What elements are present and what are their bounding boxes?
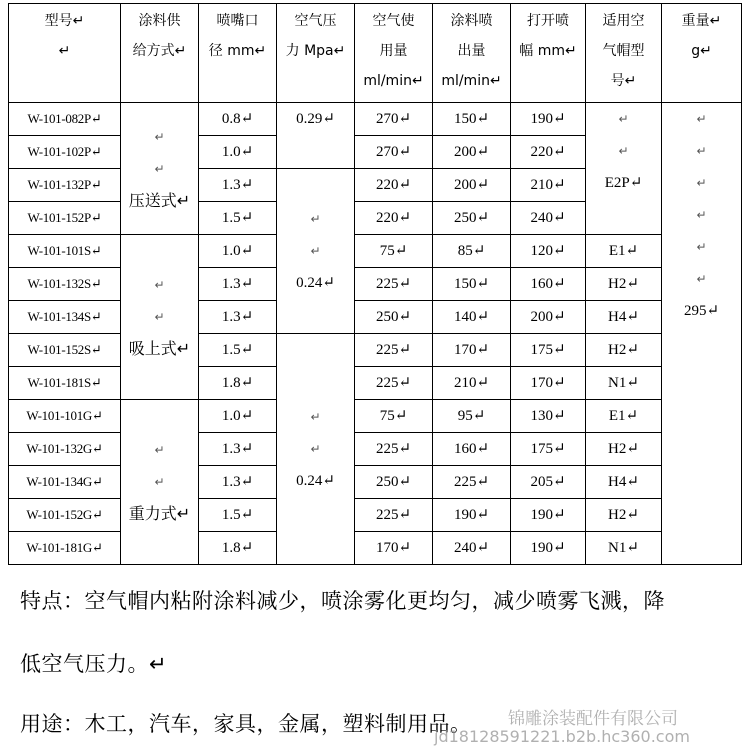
spray-width-cell: 205↵: [511, 466, 586, 499]
table-row: [9, 334, 742, 367]
model-cell: W-101-152S↵: [9, 334, 121, 367]
model-cell: W-101-152P↵: [9, 202, 121, 235]
column-header-line: 打开喷: [527, 13, 569, 29]
nozzle-cell: 1.0↵: [199, 136, 277, 169]
air-usage-cell: 170↵: [355, 532, 433, 565]
paint-output-cell: 150↵: [433, 268, 511, 301]
air-cap-cell: H4↵: [586, 466, 662, 499]
nozzle-cell: 1.5↵: [199, 499, 277, 532]
column-header: [277, 4, 355, 103]
air-cap-mark: ↵: [618, 112, 629, 126]
column-header-line: g↵: [691, 43, 712, 59]
nozzle-cell: 1.3↵: [199, 268, 277, 301]
column-header-line: 涂料喷: [450, 13, 493, 29]
nozzle-cell: 1.3↵: [199, 169, 277, 202]
air-usage-cell: 220↵: [355, 169, 433, 202]
paint-output-cell: 190↵: [433, 499, 511, 532]
column-header-line: 气帽型: [602, 43, 645, 59]
features-text-line2: 低空气压力。↵: [20, 652, 168, 676]
air-usage-cell: 270↵: [355, 136, 433, 169]
air-usage-cell: 225↵: [355, 268, 433, 301]
column-header-line: 力 Mpa↵: [285, 43, 346, 59]
paint-output-cell: 85↵: [433, 235, 511, 268]
air-cap-value: E2P↵: [604, 175, 643, 191]
nozzle-cell: 1.5↵: [199, 334, 277, 367]
spray-width-cell: 190↵: [511, 532, 586, 565]
air-cap-cell: [586, 103, 662, 235]
spray-width-cell: 170↵: [511, 367, 586, 400]
spray-width-cell: 190↵: [511, 103, 586, 136]
table-row: [9, 400, 742, 433]
air-cap-cell: H2↵: [586, 334, 662, 367]
weight-mark: ↵: [696, 144, 707, 158]
supply-mark: ↵: [154, 475, 165, 489]
air-cap-cell: H2↵: [586, 433, 662, 466]
air-cap-cell: H4↵: [586, 301, 662, 334]
model-cell: W-101-134S↵: [9, 301, 121, 334]
spray-width-cell: 130↵: [511, 400, 586, 433]
column-header-line: 喷嘴口: [216, 13, 259, 29]
column-header-line: 空气使: [372, 13, 415, 29]
column-header-line: ml/min↵: [441, 73, 502, 89]
paint-output-cell: 150↵: [433, 103, 511, 136]
air-pressure-value: 0.24↵: [296, 275, 335, 291]
column-header: [9, 4, 121, 103]
paint-output-cell: 240↵: [433, 532, 511, 565]
paint-output-cell: 170↵: [433, 334, 511, 367]
paint-output-cell: 200↵: [433, 169, 511, 202]
column-header-line: 给方式↵: [132, 43, 187, 59]
air-usage-cell: 225↵: [355, 334, 433, 367]
pressure-mark: ↵: [310, 212, 321, 226]
air-pressure-cell: [277, 103, 355, 169]
weight-mark: ↵: [696, 272, 707, 286]
air-cap-cell: N1↵: [586, 367, 662, 400]
air-cap-cell: N1↵: [586, 532, 662, 565]
pressure-mark: ↵: [310, 442, 321, 456]
supply-mark: ↵: [154, 161, 165, 176]
spray-width-cell: 190↵: [511, 499, 586, 532]
air-usage-cell: 75↵: [355, 235, 433, 268]
table-row: [9, 499, 742, 532]
column-header-line: 适用空: [602, 13, 645, 29]
table-row: [9, 235, 742, 268]
weight-cell: [662, 103, 742, 565]
column-header-line: 出量: [457, 43, 486, 59]
nozzle-cell: 1.0↵: [199, 235, 277, 268]
weight-mark: ↵: [696, 208, 707, 222]
column-header: [355, 4, 433, 103]
paint-output-cell: 95↵: [433, 400, 511, 433]
paint-output-cell: 225↵: [433, 466, 511, 499]
supply-mark: ↵: [154, 310, 165, 324]
air-pressure-cell: [277, 169, 355, 334]
model-cell: W-101-181G↵: [9, 532, 121, 565]
features-text-line1: 特点：空气帽内粘附涂料减少，喷涂雾化更均匀，减少喷雾飞溅，降: [20, 589, 665, 613]
header-row: [9, 4, 742, 103]
column-header: [586, 4, 662, 103]
spray-width-cell: 220↵: [511, 136, 586, 169]
column-header: [662, 4, 742, 103]
column-header-line: 幅 mm↵: [519, 43, 577, 59]
air-cap-cell: H2↵: [586, 499, 662, 532]
pressure-mark: ↵: [310, 244, 321, 258]
supply-mark: ↵: [154, 129, 165, 144]
model-cell: W-101-152G↵: [9, 499, 121, 532]
air-pressure-value: 0.29↵: [296, 111, 335, 127]
air-cap-mark: ↵: [618, 144, 629, 158]
model-cell: W-101-102P↵: [9, 136, 121, 169]
paint-output-cell: 250↵: [433, 202, 511, 235]
nozzle-cell: 1.3↵: [199, 466, 277, 499]
column-header-line: 重量↵: [681, 13, 722, 29]
supply-method-label: 压送式↵: [128, 190, 191, 210]
model-cell: W-101-082P↵: [9, 103, 121, 136]
spray-width-cell: 175↵: [511, 334, 586, 367]
column-header-line: ml/min↵: [363, 73, 424, 89]
model-cell: W-101-132G↵: [9, 433, 121, 466]
spray-width-cell: 240↵: [511, 202, 586, 235]
column-header-line: 径 mm↵: [208, 43, 267, 59]
air-cap-cell: H2↵: [586, 268, 662, 301]
column-header-line: 型号↵: [44, 13, 85, 29]
air-usage-cell: 225↵: [355, 433, 433, 466]
column-header-line: ↵: [58, 43, 71, 59]
air-usage-cell: 225↵: [355, 499, 433, 532]
nozzle-cell: 1.3↵: [199, 301, 277, 334]
column-header: [433, 4, 511, 103]
spec-table: [8, 3, 742, 565]
air-usage-cell: 220↵: [355, 202, 433, 235]
spray-width-cell: 175↵: [511, 433, 586, 466]
usage-text: 用途：木工，汽车，家具，金属，塑料制用品。: [20, 712, 472, 736]
air-usage-cell: 75↵: [355, 400, 433, 433]
nozzle-cell: 0.8↵: [199, 103, 277, 136]
column-header-line: 涂料供: [138, 13, 181, 29]
nozzle-cell: 1.0↵: [199, 400, 277, 433]
spray-width-cell: 160↵: [511, 268, 586, 301]
nozzle-cell: 1.5↵: [199, 202, 277, 235]
weight-value: 295↵: [683, 303, 720, 319]
spray-width-cell: 200↵: [511, 301, 586, 334]
table-row: [9, 367, 742, 400]
column-header: [199, 4, 277, 103]
air-pressure-cell: [277, 334, 355, 565]
paint-output-cell: 160↵: [433, 433, 511, 466]
model-cell: W-101-101G↵: [9, 400, 121, 433]
column-header-line: 号↵: [610, 73, 637, 89]
table-row: [9, 301, 742, 334]
table-row: [9, 433, 742, 466]
supply-method-label: 吸上式↵: [128, 339, 191, 358]
air-cap-cell: E1↵: [586, 235, 662, 268]
model-cell: W-101-181S↵: [9, 367, 121, 400]
table-row: [9, 268, 742, 301]
supply-method-cell: [121, 235, 199, 400]
pressure-mark: ↵: [310, 410, 321, 424]
column-header-line: 用量: [379, 43, 408, 59]
paint-output-cell: 210↵: [433, 367, 511, 400]
spray-width-cell: 210↵: [511, 169, 586, 202]
air-cap-cell: E1↵: [586, 400, 662, 433]
air-usage-cell: 250↵: [355, 466, 433, 499]
table-body: [9, 103, 742, 565]
column-header: [511, 4, 586, 103]
table-row: [9, 466, 742, 499]
column-header: [121, 4, 199, 103]
air-pressure-value: 0.24↵: [296, 473, 335, 489]
supply-method-cell: [121, 103, 199, 235]
paint-output-cell: 140↵: [433, 301, 511, 334]
paint-output-cell: 200↵: [433, 136, 511, 169]
air-usage-cell: 250↵: [355, 301, 433, 334]
model-cell: W-101-132P↵: [9, 169, 121, 202]
spray-width-cell: 120↵: [511, 235, 586, 268]
table-row: [9, 532, 742, 565]
supply-mark: ↵: [154, 443, 165, 457]
supply-mark: ↵: [154, 278, 165, 292]
weight-mark: ↵: [696, 176, 707, 190]
model-cell: W-101-101S↵: [9, 235, 121, 268]
nozzle-cell: 1.8↵: [199, 532, 277, 565]
column-header-line: 空气压: [294, 13, 337, 29]
model-cell: W-101-134G↵: [9, 466, 121, 499]
nozzle-cell: 1.8↵: [199, 367, 277, 400]
watermark-url: jd18128591221.b2b.hc360.com: [434, 727, 690, 746]
nozzle-cell: 1.3↵: [199, 433, 277, 466]
air-usage-cell: 270↵: [355, 103, 433, 136]
air-usage-cell: 225↵: [355, 367, 433, 400]
watermark-company: 锦雕涂装配件有限公司: [508, 709, 678, 729]
weight-mark: ↵: [696, 112, 707, 126]
supply-method-cell: [121, 400, 199, 565]
supply-method-label: 重力式↵: [128, 504, 191, 523]
model-cell: W-101-132S↵: [9, 268, 121, 301]
weight-mark: ↵: [696, 240, 707, 254]
table-row: [9, 103, 742, 136]
